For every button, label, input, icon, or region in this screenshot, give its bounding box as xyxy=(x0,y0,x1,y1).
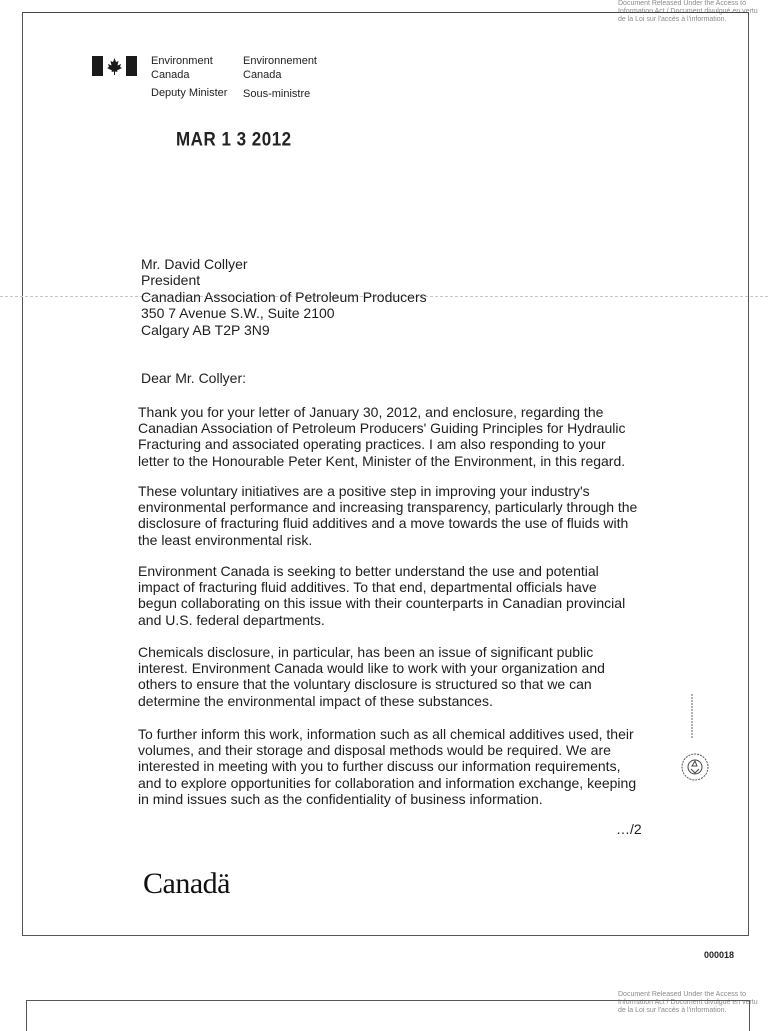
body-paragraph-2 xyxy=(138,483,658,548)
dept-en-line: Canada xyxy=(151,69,190,81)
address-line: Calgary AB T2P 3N9 xyxy=(141,321,270,338)
paragraph-line: impact of fracturing fluid additives. To that end, departmental officials have xyxy=(138,579,597,596)
release-stamp-line: Information Act / Document divulgué en vertu xyxy=(618,8,758,15)
paragraph-line: Environment Canada is seeking to better understand the use and potential xyxy=(138,563,599,579)
paragraph-line: begun collaborating on this issue with their counterparts in Canadian provincial xyxy=(138,595,626,612)
paragraph-line: Chemicals disclosure, in particular, has been an issue of significant public xyxy=(138,644,594,660)
release-stamp-line: Document Released Under the Access to xyxy=(618,991,747,998)
date-stamp: MAR 1 3 2012 xyxy=(176,128,292,150)
dept-name-en xyxy=(151,54,213,82)
canada-flag-icon xyxy=(92,55,137,77)
paragraph-line: interested in meeting with you to further discuss our information requirements, xyxy=(138,758,621,775)
margin-note-mark xyxy=(688,694,696,738)
paragraph-line: determine the environmental impact of these substances. xyxy=(138,692,493,709)
paragraph-line: and U.S. federal departments. xyxy=(138,611,325,628)
paragraph-line: Thank you for your letter of January 30, 2012, and enclosure, regarding the xyxy=(138,404,604,420)
recycled-seal-icon xyxy=(680,752,710,782)
paragraph-line: interest. Environment Canada would like to work with your organization and xyxy=(138,660,605,677)
body-paragraph-1 xyxy=(138,404,658,469)
paragraph-line: in mind issues such as the confidentiality of business information. xyxy=(138,790,543,807)
recipient-address xyxy=(141,256,427,338)
office-fr: Sous-ministre xyxy=(243,88,311,100)
office-en: Deputy Minister xyxy=(151,87,228,99)
paragraph-line: environmental performance and increasing transparency, particularly through the xyxy=(138,499,638,516)
paragraph-line: and to explore opportunities for collaboration and information exchange, keeping xyxy=(138,774,637,791)
paragraph-line: volumes, and their storage and disposal methods would be required. We are xyxy=(138,742,611,759)
paragraph-line: Canadian Association of Petroleum Producers' Guiding Principles for Hydraulic xyxy=(138,420,626,437)
paragraph-line: others to ensure that the voluntary disclosure is structured so that we can xyxy=(138,676,592,693)
page-continuation: …/2 xyxy=(616,821,642,837)
paragraph-line: These voluntary initiatives are a positive step in improving your industry's xyxy=(138,483,590,499)
release-stamp-line: de la Loi sur l'accès à l'information. xyxy=(618,1007,727,1014)
dept-name-fr xyxy=(243,54,317,82)
address-line: Mr. David Collyer xyxy=(141,256,248,272)
body-paragraph-5 xyxy=(138,726,658,807)
document-number: 000018 xyxy=(704,950,735,960)
address-line: Canadian Association of Petroleum Producers xyxy=(141,288,427,305)
address-line: 350 7 Avenue S.W., Suite 2100 xyxy=(141,305,335,322)
dept-en-line: Environment xyxy=(151,55,213,67)
salutation: Dear Mr. Collyer: xyxy=(141,370,247,386)
release-stamp-line: Document Released Under the Access to xyxy=(618,0,747,7)
address-line: President xyxy=(141,272,201,289)
release-stamp-line: de la Loi sur l'accès à l'information. xyxy=(618,16,727,23)
dept-fr-line: Environnement xyxy=(243,55,317,67)
release-stamp-line: Information Act / Document divulgué en vertu xyxy=(618,999,758,1006)
paragraph-line: letter to the Honourable Peter Kent, Minister of the Environment, in this regard. xyxy=(138,452,626,469)
next-page-border xyxy=(26,1000,750,1031)
paragraph-line: the least environmental risk. xyxy=(138,531,313,548)
canada-wordmark: Canadä xyxy=(143,867,230,900)
body-paragraph-3 xyxy=(138,563,658,628)
dept-fr-line: Canada xyxy=(243,69,282,81)
paragraph-line: disclosure of fracturing fluid additives and a move towards the use of fluids with xyxy=(138,515,629,532)
paragraph-line: Fracturing and associated operating practices. I am also responding to your xyxy=(138,436,606,453)
body-paragraph-4 xyxy=(138,644,658,709)
paragraph-line: To further inform this work, information such as all chemical additives used, their xyxy=(138,726,634,742)
